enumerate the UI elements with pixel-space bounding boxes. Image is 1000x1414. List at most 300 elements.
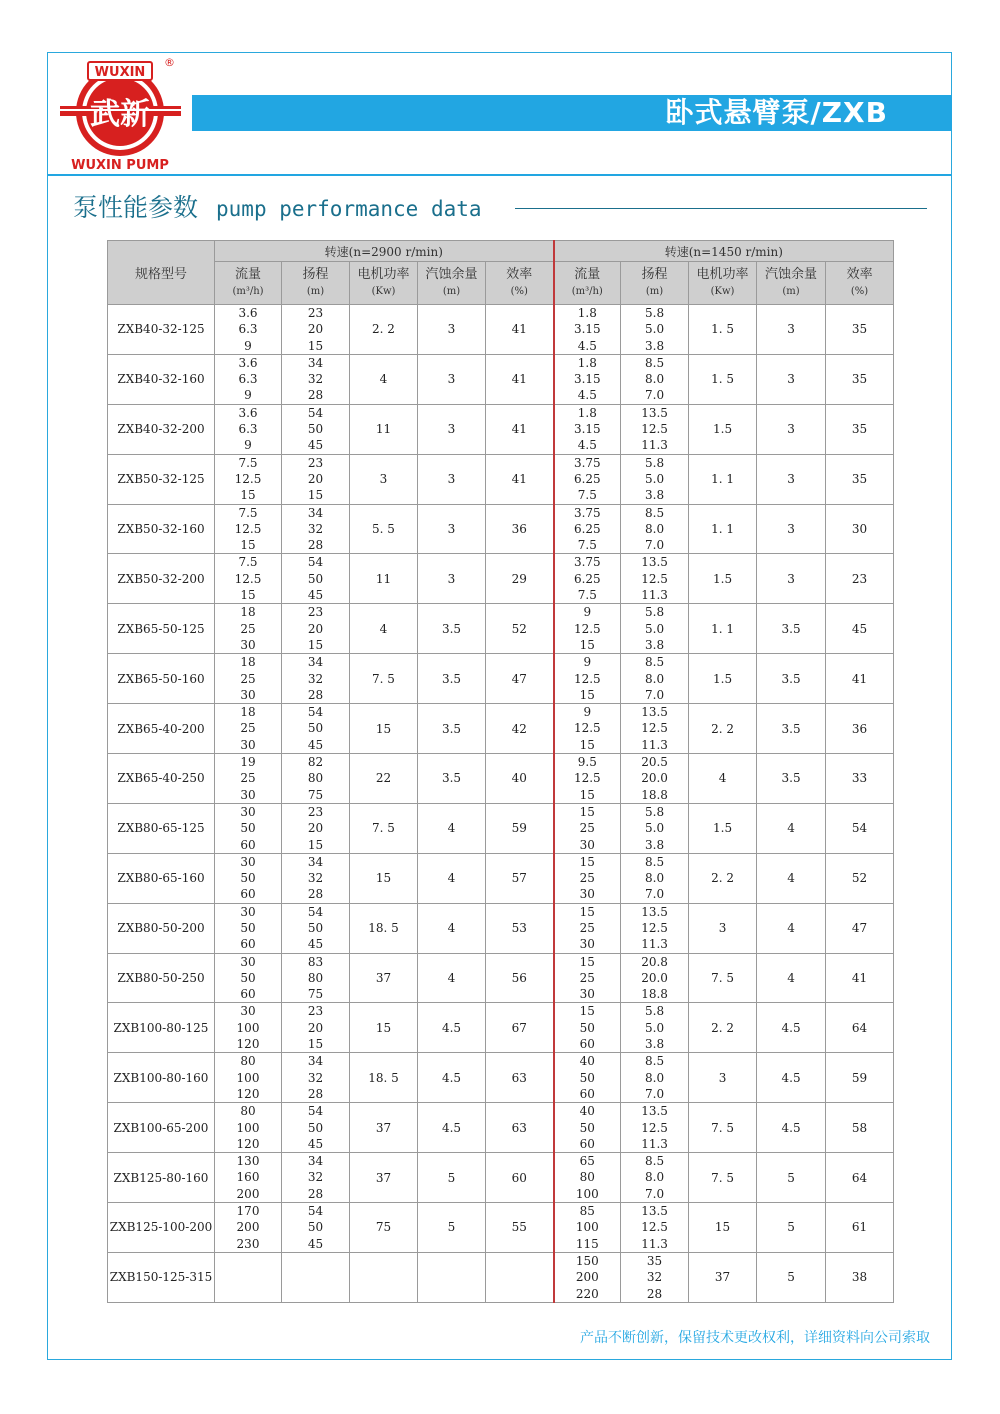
head-cell xyxy=(282,1103,350,1153)
power-cell: 1. 1 xyxy=(689,604,757,654)
model-cell: ZXB40-32-125 xyxy=(108,305,215,355)
head-value: 35 xyxy=(646,1253,663,1268)
flow-value: 1.8 xyxy=(577,306,597,320)
npsh-cell: 3 xyxy=(418,305,486,355)
head-value: 34 xyxy=(307,1154,324,1169)
col-header-head xyxy=(621,262,689,305)
head-cell xyxy=(621,454,689,504)
power-cell: 15 xyxy=(350,704,418,754)
power-cell: 7. 5 xyxy=(689,953,757,1003)
head-value: 54 xyxy=(307,1104,324,1119)
npsh-cell: 5 xyxy=(418,1153,486,1203)
power-cell: 15 xyxy=(689,1203,757,1253)
npsh-cell: 3 xyxy=(418,554,486,604)
flow-value: 50 xyxy=(240,871,256,886)
eff-cell: 35 xyxy=(826,404,894,454)
flow-value: 6.25 xyxy=(573,521,601,536)
col-header-unit: (m³/h) xyxy=(232,286,264,297)
flow-value: 30 xyxy=(240,687,256,702)
eff-cell: 36 xyxy=(826,704,894,754)
head-value: 32 xyxy=(646,1270,663,1285)
col-header-name: 电机功率 xyxy=(696,267,749,282)
flow-value: 25 xyxy=(240,721,256,736)
flow-value: 200 xyxy=(236,1186,260,1201)
flow-cell xyxy=(215,1203,282,1253)
flow-cell xyxy=(215,903,282,953)
npsh-cell: 3 xyxy=(757,305,826,355)
flow-cell xyxy=(554,305,621,355)
table-row xyxy=(108,803,894,853)
head-cell xyxy=(282,1252,350,1302)
head-value: 28 xyxy=(307,887,324,902)
flow-cell xyxy=(215,1053,282,1103)
col-header-unit: (m) xyxy=(306,286,325,297)
flow-value: 15 xyxy=(240,538,256,553)
head-value: 54 xyxy=(307,555,324,570)
head-value: 15 xyxy=(307,338,324,353)
col-header-name: 汽蚀余量 xyxy=(765,267,818,282)
head-value: 5.0 xyxy=(645,471,665,486)
flow-cell xyxy=(554,1003,621,1053)
head-value: 8.0 xyxy=(645,521,665,536)
npsh-cell: 3.5 xyxy=(757,754,826,804)
flow-value: 4.5 xyxy=(577,388,597,403)
head-value: 20 xyxy=(307,821,324,836)
svg-text:武新: 武新 xyxy=(90,97,150,132)
npsh-cell: 4.5 xyxy=(757,1103,826,1153)
head-value: 11.3 xyxy=(641,438,668,453)
flow-value: 120 xyxy=(236,1037,260,1052)
flow-value: 200 xyxy=(236,1220,260,1235)
flow-value: 120 xyxy=(236,1136,260,1151)
header-bar xyxy=(192,95,952,131)
model-cell: ZXB40-32-160 xyxy=(108,354,215,404)
head-value: 80 xyxy=(307,970,324,985)
table-row xyxy=(108,1003,894,1053)
power-cell: 7. 5 xyxy=(350,803,418,853)
power-cell: 1. 5 xyxy=(689,354,757,404)
table-row xyxy=(108,1203,894,1253)
flow-value: 9.5 xyxy=(577,755,597,770)
head-value xyxy=(282,1269,349,1285)
col-header-unit: (Kw) xyxy=(710,286,735,297)
head-value: 8.5 xyxy=(645,655,665,670)
head-value: 7.0 xyxy=(645,887,665,902)
model-cell: ZXB50-32-200 xyxy=(108,554,215,604)
flow-value: 15 xyxy=(579,687,595,702)
npsh-cell: 4 xyxy=(418,803,486,853)
head-cell xyxy=(621,404,689,454)
npsh-cell: 3.5 xyxy=(757,704,826,754)
power-cell: 15 xyxy=(350,853,418,903)
power-cell: 7. 5 xyxy=(689,1153,757,1203)
flow-value: 60 xyxy=(579,1136,595,1151)
eff-cell: 64 xyxy=(826,1003,894,1053)
npsh-cell: 3 xyxy=(757,454,826,504)
flow-cell xyxy=(215,404,282,454)
npsh-cell: 3 xyxy=(757,404,826,454)
head-value: 11.3 xyxy=(641,588,668,603)
npsh-cell: 4 xyxy=(757,803,826,853)
head-value: 20.0 xyxy=(641,771,668,786)
model-cell: ZXB100-80-125 xyxy=(108,1003,215,1053)
head-value: 15 xyxy=(307,488,324,503)
flow-value: 18 xyxy=(240,705,256,720)
npsh-cell: 4 xyxy=(757,953,826,1003)
power-cell: 75 xyxy=(350,1203,418,1253)
eff-cell: 35 xyxy=(826,305,894,355)
flow-value: 30 xyxy=(240,904,256,919)
head-cell xyxy=(621,754,689,804)
eff-cell: 41 xyxy=(826,654,894,704)
flow-value: 100 xyxy=(575,1220,599,1235)
head-value: 28 xyxy=(307,388,324,403)
head-value: 5.0 xyxy=(645,621,665,636)
power-cell: 4 xyxy=(689,754,757,804)
flow-cell xyxy=(554,604,621,654)
flow-value: 30 xyxy=(579,987,595,1002)
npsh-cell: 4.5 xyxy=(418,1103,486,1153)
table-row xyxy=(108,953,894,1003)
head-cell xyxy=(282,454,350,504)
head-value: 15 xyxy=(307,1037,324,1052)
head-value: 45 xyxy=(307,588,324,603)
head-value: 15 xyxy=(307,637,324,652)
table-row xyxy=(108,305,894,355)
head-value: 20 xyxy=(307,322,324,337)
head-value: 3.8 xyxy=(645,338,665,353)
flow-value: 25 xyxy=(240,771,256,786)
npsh-cell xyxy=(418,1252,486,1302)
flow-value: 80 xyxy=(240,1054,256,1069)
section-title-en: pump performance data xyxy=(216,197,482,221)
flow-value: 15 xyxy=(240,588,256,603)
head-cell xyxy=(282,953,350,1003)
eff-cell: 47 xyxy=(486,654,554,704)
flow-value: 3.75 xyxy=(573,555,601,570)
flow-value: 9 xyxy=(583,655,592,670)
flow-value: 12.5 xyxy=(573,771,601,786)
table-row xyxy=(108,1103,894,1153)
power-cell: 1. 1 xyxy=(689,454,757,504)
footer-note: 产品不断创新，保留技术更改权利，详细资料向公司索取 xyxy=(580,1330,930,1346)
flow-value: 50 xyxy=(240,821,256,836)
power-cell: 1. 5 xyxy=(689,305,757,355)
flow-value: 30 xyxy=(240,787,256,802)
head-cell xyxy=(282,754,350,804)
flow-value: 1.8 xyxy=(577,355,597,370)
table-row xyxy=(108,704,894,754)
head-value: 13.5 xyxy=(641,1204,668,1219)
head-value: 32 xyxy=(307,1070,324,1085)
npsh-cell: 4.5 xyxy=(418,1053,486,1103)
head-value: 34 xyxy=(307,1054,324,1069)
head-cell xyxy=(282,853,350,903)
flow-value: 15 xyxy=(579,787,595,802)
col-header-head xyxy=(282,262,350,305)
svg-text:®: ® xyxy=(164,56,175,69)
flow-value: 1.8 xyxy=(577,405,597,420)
head-value: 12.5 xyxy=(641,571,668,586)
eff-cell: 36 xyxy=(486,504,554,554)
power-cell: 18. 5 xyxy=(350,1053,418,1103)
flow-value: 15 xyxy=(579,804,595,819)
power-cell: 22 xyxy=(350,754,418,804)
eff-cell xyxy=(486,1252,554,1302)
table-row xyxy=(108,454,894,504)
head-cell xyxy=(282,803,350,853)
table-row xyxy=(108,1252,894,1302)
head-value: 7.0 xyxy=(645,538,665,553)
col-header-name: 效率 xyxy=(506,267,533,282)
eff-cell: 41 xyxy=(486,404,554,454)
head-value: 13.5 xyxy=(641,555,668,570)
flow-value: 100 xyxy=(575,1186,599,1201)
flow-value: 30 xyxy=(579,937,595,952)
power-cell: 7. 5 xyxy=(689,1103,757,1153)
head-value: 28 xyxy=(307,687,324,702)
model-cell: ZXB150-125-315 xyxy=(108,1252,215,1302)
flow-value: 120 xyxy=(236,1086,260,1101)
head-cell xyxy=(621,1103,689,1153)
flow-value xyxy=(215,1269,281,1285)
flow-cell xyxy=(554,454,621,504)
flow-value: 160 xyxy=(236,1170,260,1185)
eff-cell: 33 xyxy=(826,754,894,804)
head-value: 15 xyxy=(307,837,324,852)
flow-value: 50 xyxy=(240,970,256,985)
head-value: 8.5 xyxy=(645,1154,665,1169)
flow-cell xyxy=(215,953,282,1003)
flow-value: 25 xyxy=(240,621,256,636)
model-cell: ZXB80-50-250 xyxy=(108,953,215,1003)
table-row xyxy=(108,554,894,604)
npsh-cell: 4 xyxy=(757,853,826,903)
flow-value: 80 xyxy=(240,1104,256,1119)
head-value: 80 xyxy=(307,771,324,786)
npsh-cell: 3.5 xyxy=(757,604,826,654)
head-cell xyxy=(282,654,350,704)
model-cell: ZXB125-100-200 xyxy=(108,1203,215,1253)
model-cell: ZXB100-65-200 xyxy=(108,1103,215,1153)
flow-value: 50 xyxy=(579,1120,595,1135)
eff-cell: 41 xyxy=(486,305,554,355)
table-row xyxy=(108,754,894,804)
head-value: 13.5 xyxy=(641,705,668,720)
head-value: 3.8 xyxy=(645,488,665,503)
npsh-cell: 3 xyxy=(757,354,826,404)
col-header-eff xyxy=(826,262,894,305)
power-cell: 4 xyxy=(350,354,418,404)
table-row xyxy=(108,903,894,953)
head-cell xyxy=(621,1252,689,1302)
head-cell xyxy=(621,803,689,853)
flow-value: 3.15 xyxy=(573,322,601,337)
head-value: 34 xyxy=(307,355,324,370)
head-value: 34 xyxy=(307,854,324,869)
flow-value: 170 xyxy=(236,1204,260,1219)
section-rule xyxy=(515,208,927,209)
flow-value: 25 xyxy=(579,871,595,886)
eff-cell: 63 xyxy=(486,1103,554,1153)
flow-cell xyxy=(554,853,621,903)
head-value: 3.8 xyxy=(645,637,665,652)
head-value: 83 xyxy=(307,954,324,969)
col-header-flow xyxy=(554,262,621,305)
head-value: 20 xyxy=(307,621,324,636)
model-cell: ZXB50-32-160 xyxy=(108,504,215,554)
table-row xyxy=(108,1153,894,1203)
power-cell: 37 xyxy=(350,1103,418,1153)
head-cell xyxy=(621,504,689,554)
eff-cell: 35 xyxy=(826,354,894,404)
page-title: 卧式悬臂泵/ZXB xyxy=(665,96,888,129)
flow-cell xyxy=(554,953,621,1003)
flow-value: 15 xyxy=(579,954,595,969)
head-value: 20.0 xyxy=(641,970,668,985)
head-value: 54 xyxy=(307,904,324,919)
model-cell: ZXB40-32-200 xyxy=(108,404,215,454)
flow-value: 6.3 xyxy=(238,322,258,337)
flow-cell xyxy=(554,654,621,704)
head-value: 13.5 xyxy=(641,405,668,420)
flow-value: 60 xyxy=(240,987,256,1002)
head-cell xyxy=(282,604,350,654)
col-header-unit: (Kw) xyxy=(371,286,396,297)
flow-value: 12.5 xyxy=(573,621,601,636)
eff-cell: 40 xyxy=(486,754,554,804)
head-cell xyxy=(282,903,350,953)
flow-value: 15 xyxy=(579,904,595,919)
flow-cell xyxy=(215,803,282,853)
npsh-cell: 3.5 xyxy=(418,604,486,654)
head-value: 20 xyxy=(307,1020,324,1035)
flow-value: 9 xyxy=(583,705,592,720)
head-value: 54 xyxy=(307,405,324,420)
head-cell xyxy=(621,654,689,704)
col-header-unit: (m³/h) xyxy=(571,286,603,297)
head-cell xyxy=(282,1153,350,1203)
flow-value: 200 xyxy=(575,1270,599,1285)
head-value: 32 xyxy=(307,372,324,387)
head-cell xyxy=(621,1203,689,1253)
power-cell: 1.5 xyxy=(689,554,757,604)
head-cell xyxy=(282,305,350,355)
flow-value: 25 xyxy=(579,920,595,935)
flow-value: 6.25 xyxy=(573,571,601,586)
col-header-name: 扬程 xyxy=(302,267,329,282)
flow-value: 100 xyxy=(236,1120,260,1135)
npsh-cell: 3 xyxy=(757,504,826,554)
flow-cell xyxy=(554,803,621,853)
eff-cell: 45 xyxy=(826,604,894,654)
col-header-unit: (%) xyxy=(510,286,528,297)
head-value: 12.5 xyxy=(641,920,668,935)
npsh-cell: 3.5 xyxy=(418,754,486,804)
power-cell: 1.5 xyxy=(689,404,757,454)
section-title xyxy=(73,190,482,226)
head-cell xyxy=(282,1053,350,1103)
col-header-power xyxy=(689,262,757,305)
head-value: 12.5 xyxy=(641,422,668,437)
head-cell xyxy=(621,953,689,1003)
col-header-unit: (m) xyxy=(782,286,800,297)
power-cell: 3 xyxy=(689,903,757,953)
head-cell xyxy=(282,354,350,404)
flow-value: 40 xyxy=(579,1104,595,1119)
head-value xyxy=(282,1286,349,1302)
head-value: 7.0 xyxy=(645,1086,665,1101)
eff-cell: 41 xyxy=(486,454,554,504)
flow-value xyxy=(215,1286,281,1302)
power-cell: 11 xyxy=(350,554,418,604)
head-value: 8.0 xyxy=(645,871,665,886)
flow-value: 15 xyxy=(240,488,256,503)
flow-value: 3.75 xyxy=(573,455,601,470)
head-value: 54 xyxy=(307,705,324,720)
power-cell: 7. 5 xyxy=(350,654,418,704)
flow-value: 30 xyxy=(240,737,256,752)
flow-value: 9 xyxy=(244,388,252,403)
flow-value: 4.5 xyxy=(577,338,597,353)
head-value: 45 xyxy=(307,1236,324,1251)
flow-value: 19 xyxy=(240,755,256,770)
flow-value: 30 xyxy=(240,854,256,869)
head-value: 8.0 xyxy=(645,1170,665,1185)
col-header-name: 流量 xyxy=(234,267,261,282)
power-cell: 2. 2 xyxy=(350,305,418,355)
flow-value: 7.5 xyxy=(238,505,258,520)
flow-value: 15 xyxy=(579,737,595,752)
col-header-name: 效率 xyxy=(846,267,873,282)
power-cell: 11 xyxy=(350,404,418,454)
flow-value: 80 xyxy=(579,1170,595,1185)
flow-cell xyxy=(554,354,621,404)
head-value: 28 xyxy=(646,1286,663,1301)
power-cell: 18. 5 xyxy=(350,903,418,953)
flow-value: 25 xyxy=(579,970,595,985)
flow-value: 12.5 xyxy=(573,671,601,686)
power-cell: 2. 2 xyxy=(689,853,757,903)
section-title-cn: 泵性能参数 xyxy=(73,193,199,222)
npsh-cell: 3 xyxy=(418,354,486,404)
col-header-flow xyxy=(215,262,282,305)
npsh-cell: 5 xyxy=(757,1203,826,1253)
eff-cell: 59 xyxy=(486,803,554,853)
flow-cell xyxy=(554,754,621,804)
flow-cell xyxy=(554,704,621,754)
flow-value: 40 xyxy=(579,1054,595,1069)
head-cell xyxy=(282,1203,350,1253)
head-value: 50 xyxy=(307,920,324,935)
eff-cell: 59 xyxy=(826,1053,894,1103)
head-cell xyxy=(621,1053,689,1103)
flow-value: 3.75 xyxy=(573,505,601,520)
svg-text:WUXIN PUMP: WUXIN PUMP xyxy=(71,158,169,172)
eff-cell: 55 xyxy=(486,1203,554,1253)
head-value: 12.5 xyxy=(641,1120,668,1135)
flow-value: 60 xyxy=(579,1086,595,1101)
flow-value: 50 xyxy=(579,1020,595,1035)
flow-cell xyxy=(215,1252,282,1302)
flow-value: 30 xyxy=(240,804,256,819)
head-value: 7.0 xyxy=(645,1186,665,1201)
flow-value: 220 xyxy=(575,1286,599,1301)
eff-cell: 56 xyxy=(486,953,554,1003)
model-header: 规格型号 xyxy=(108,241,215,305)
model-cell: ZXB50-32-125 xyxy=(108,454,215,504)
col-header-npsh xyxy=(757,262,826,305)
